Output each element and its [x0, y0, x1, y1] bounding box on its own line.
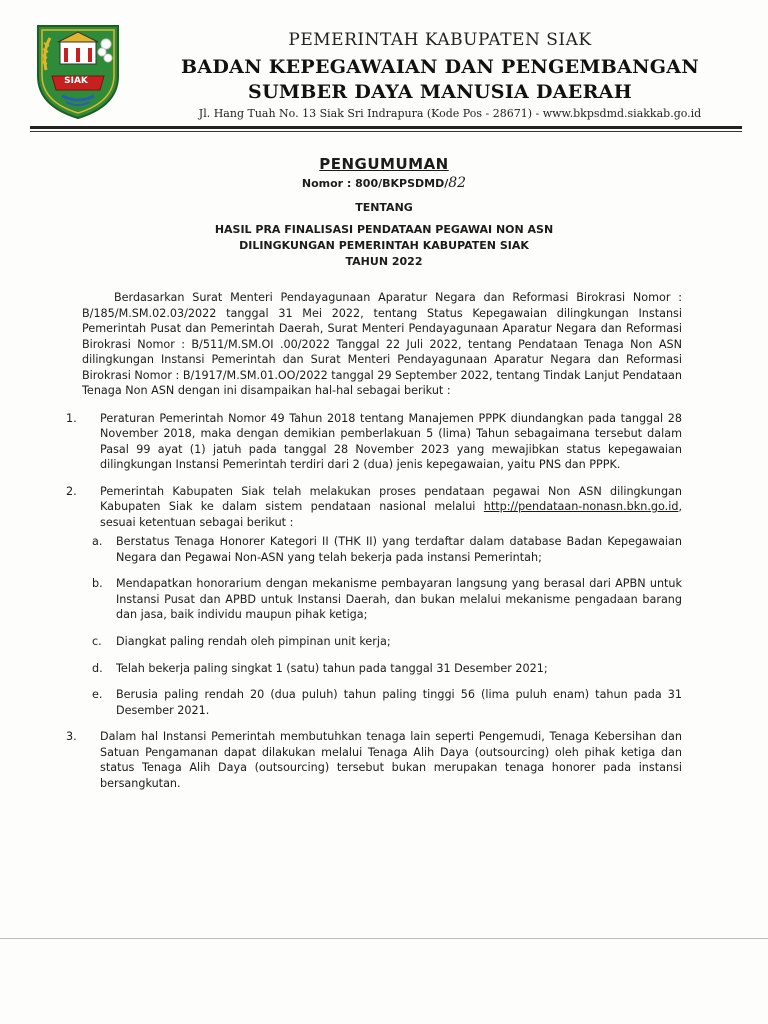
sub-item-text: Berstatus Tenaga Honorer Kategori II (THK II) yang terdaftar dalam database Badan Kepegawaian Negara dan Pegawai Non-ASN yang telah bekerja pada instansi Pemerintah;: [116, 535, 682, 564]
list-item-text: Peraturan Pemerintah Nomor 49 Tahun 2018 tentang Manajemen PPPK diundangkan pada tanggal 28 November 2018, maka dengan demikian pemberlakuan 5 (lima) Tahun sebagaimana tersebut dalam Pasal 99 ayat (1) jatuh pada tanggal 28 November 2023 yang mewajibkan status kepegawaian dilingkungan Instansi Pemerintah terdiri dari 2 (dua) jenis kepegawaian, yaitu PNS dan PPPK.: [100, 411, 682, 471]
sub-list-item: [66, 576, 682, 623]
announcement-number: [0, 175, 768, 191]
list-item: [66, 411, 682, 473]
siak-regency-emblem-icon: [32, 18, 124, 122]
list-item-text: , sesuai ketentuan sebagai berikut :: [100, 500, 682, 529]
subject-line-3: TAHUN 2022: [345, 255, 423, 268]
list-item-number: 1.: [66, 411, 77, 425]
sub-item-text: Diangkat paling rendah oleh pimpinan unit kerja;: [116, 634, 391, 648]
logo-text: SIAK: [64, 76, 88, 86]
sub-item-text: Berusia paling rendah 20 (dua puluh) tahun paling tinggi 56 (lima puluh enam) tahun pada 31 Desember 2021.: [116, 688, 682, 717]
agency-name-line1: BADAN KEPEGAWAIAN DAN PENGEMBANGAN: [180, 56, 700, 78]
sub-item-letter: a.: [92, 535, 103, 548]
list-item: [66, 729, 682, 791]
list-item: [66, 484, 682, 531]
sub-list-item: [66, 634, 682, 650]
announcement-tentang: TENTANG: [355, 201, 413, 214]
announcement-header: [0, 155, 768, 270]
sub-item-letter: d.: [92, 661, 103, 675]
sub-list-item: [66, 534, 682, 565]
sub-item-text: Telah bekerja paling singkat 1 (satu) tahun pada tanggal 31 Desember 2021;: [116, 661, 548, 675]
sub-item-letter: b.: [92, 577, 103, 591]
subject-line-1: HASIL PRA FINALISASI PENDATAAN PEGAWAI NON ASN: [214, 223, 554, 236]
list-item-number: 3.: [66, 730, 77, 744]
announcement-number-label: Nomor : 800/BKPSDMD/: [301, 177, 449, 190]
subject-line-2: DILINGKUNGAN PEMERINTAH KABUPATEN SIAK: [239, 239, 529, 252]
sub-list-item: [66, 661, 682, 677]
letterhead-divider-thin: [30, 131, 742, 132]
sub-item-text: Mendapatkan honorarium dengan mekanisme pembayaran langsung yang berasal dari APBN untuk Instansi Pusat dan APBD untuk Instansi Daerah, dan bukan melalui mekanisme pengadaan barang dan jasa, baik individu maupun pihak ketiga;: [116, 577, 682, 622]
numbered-list: [66, 411, 682, 792]
sub-item-letter: e.: [92, 688, 103, 702]
government-name: PEMERINTAH KABUPATEN SIAK: [288, 30, 592, 50]
sub-item-letter: c.: [92, 634, 102, 648]
letterhead-divider-thick: [30, 126, 742, 129]
list-item-text: Dalam hal Instansi Pemerintah membutuhkan tenaga lain seperti Pengemudi, Tenaga Kebersihan dan Satuan Pengamanan dapat dilakukan melalui Tenaga Alih Daya (outsourcing) oleh pihak ketiga dan status Tenaga Alih Daya (outsourcing) tersebut bukan merupakan tenaga honorer pada instansi bersangkutan.: [100, 730, 682, 790]
list-item-text: Pemerintah Kabupaten Siak telah melakukan proses pendataan pegawai Non ASN dilingkungan Kabupaten Siak ke dalam sistem pendataan nasional melalui: [100, 484, 682, 513]
announcement-title: PENGUMUMAN: [319, 155, 449, 173]
letterhead: [0, 0, 768, 140]
announcement-body: [66, 290, 682, 791]
sub-list-item: [66, 687, 682, 718]
pendataan-link[interactable]: http://pendataan-nonasn.bkn.go.id: [483, 500, 679, 513]
page-bottom-edge: [0, 938, 768, 939]
list-item-number: 2.: [66, 484, 77, 498]
agency-name-line2: SUMBER DAYA MANUSIA DAERAH: [248, 81, 632, 103]
announcement-subject: [0, 222, 768, 270]
announcement-number-handwritten: 82: [448, 175, 467, 191]
intro-paragraph: Berdasarkan Surat Menteri Pendayagunaan Aparatur Negara dan Reformasi Birokrasi Nomor : B/185/M.SM.02.03/2022 tanggal 31 Mei 2022, tentang Status Kepegawaian dilingkungan Instansi Pemerintah Pusat dan Pemerintah Daerah, Surat Menteri Pendayagunaan Aparatur Negara dan Reformasi Birokrasi Nomor : B/511/M.SM.OI .00/2022 Tanggal 22 Juli 2022, tentang Pendataan Tenaga Non ASN dilingkungan Instansi Pemerintah dan Surat Menteri Pendayagunaan Aparatur Negara dan Reformasi Birokrasi Nomor : B/1917/M.SM.01.OO/2022 tanggal 29 September 2022, tentang Tindak Lanjut Pendataan Tenaga Non ASN dengan ini disampaikan hal-hal sebagai berikut :: [82, 291, 682, 397]
agency-address: Jl. Hang Tuah No. 13 Siak Sri Indrapura (Kode Pos - 28671) - www.bkpsdmd.siakkab.go.id: [198, 107, 702, 120]
